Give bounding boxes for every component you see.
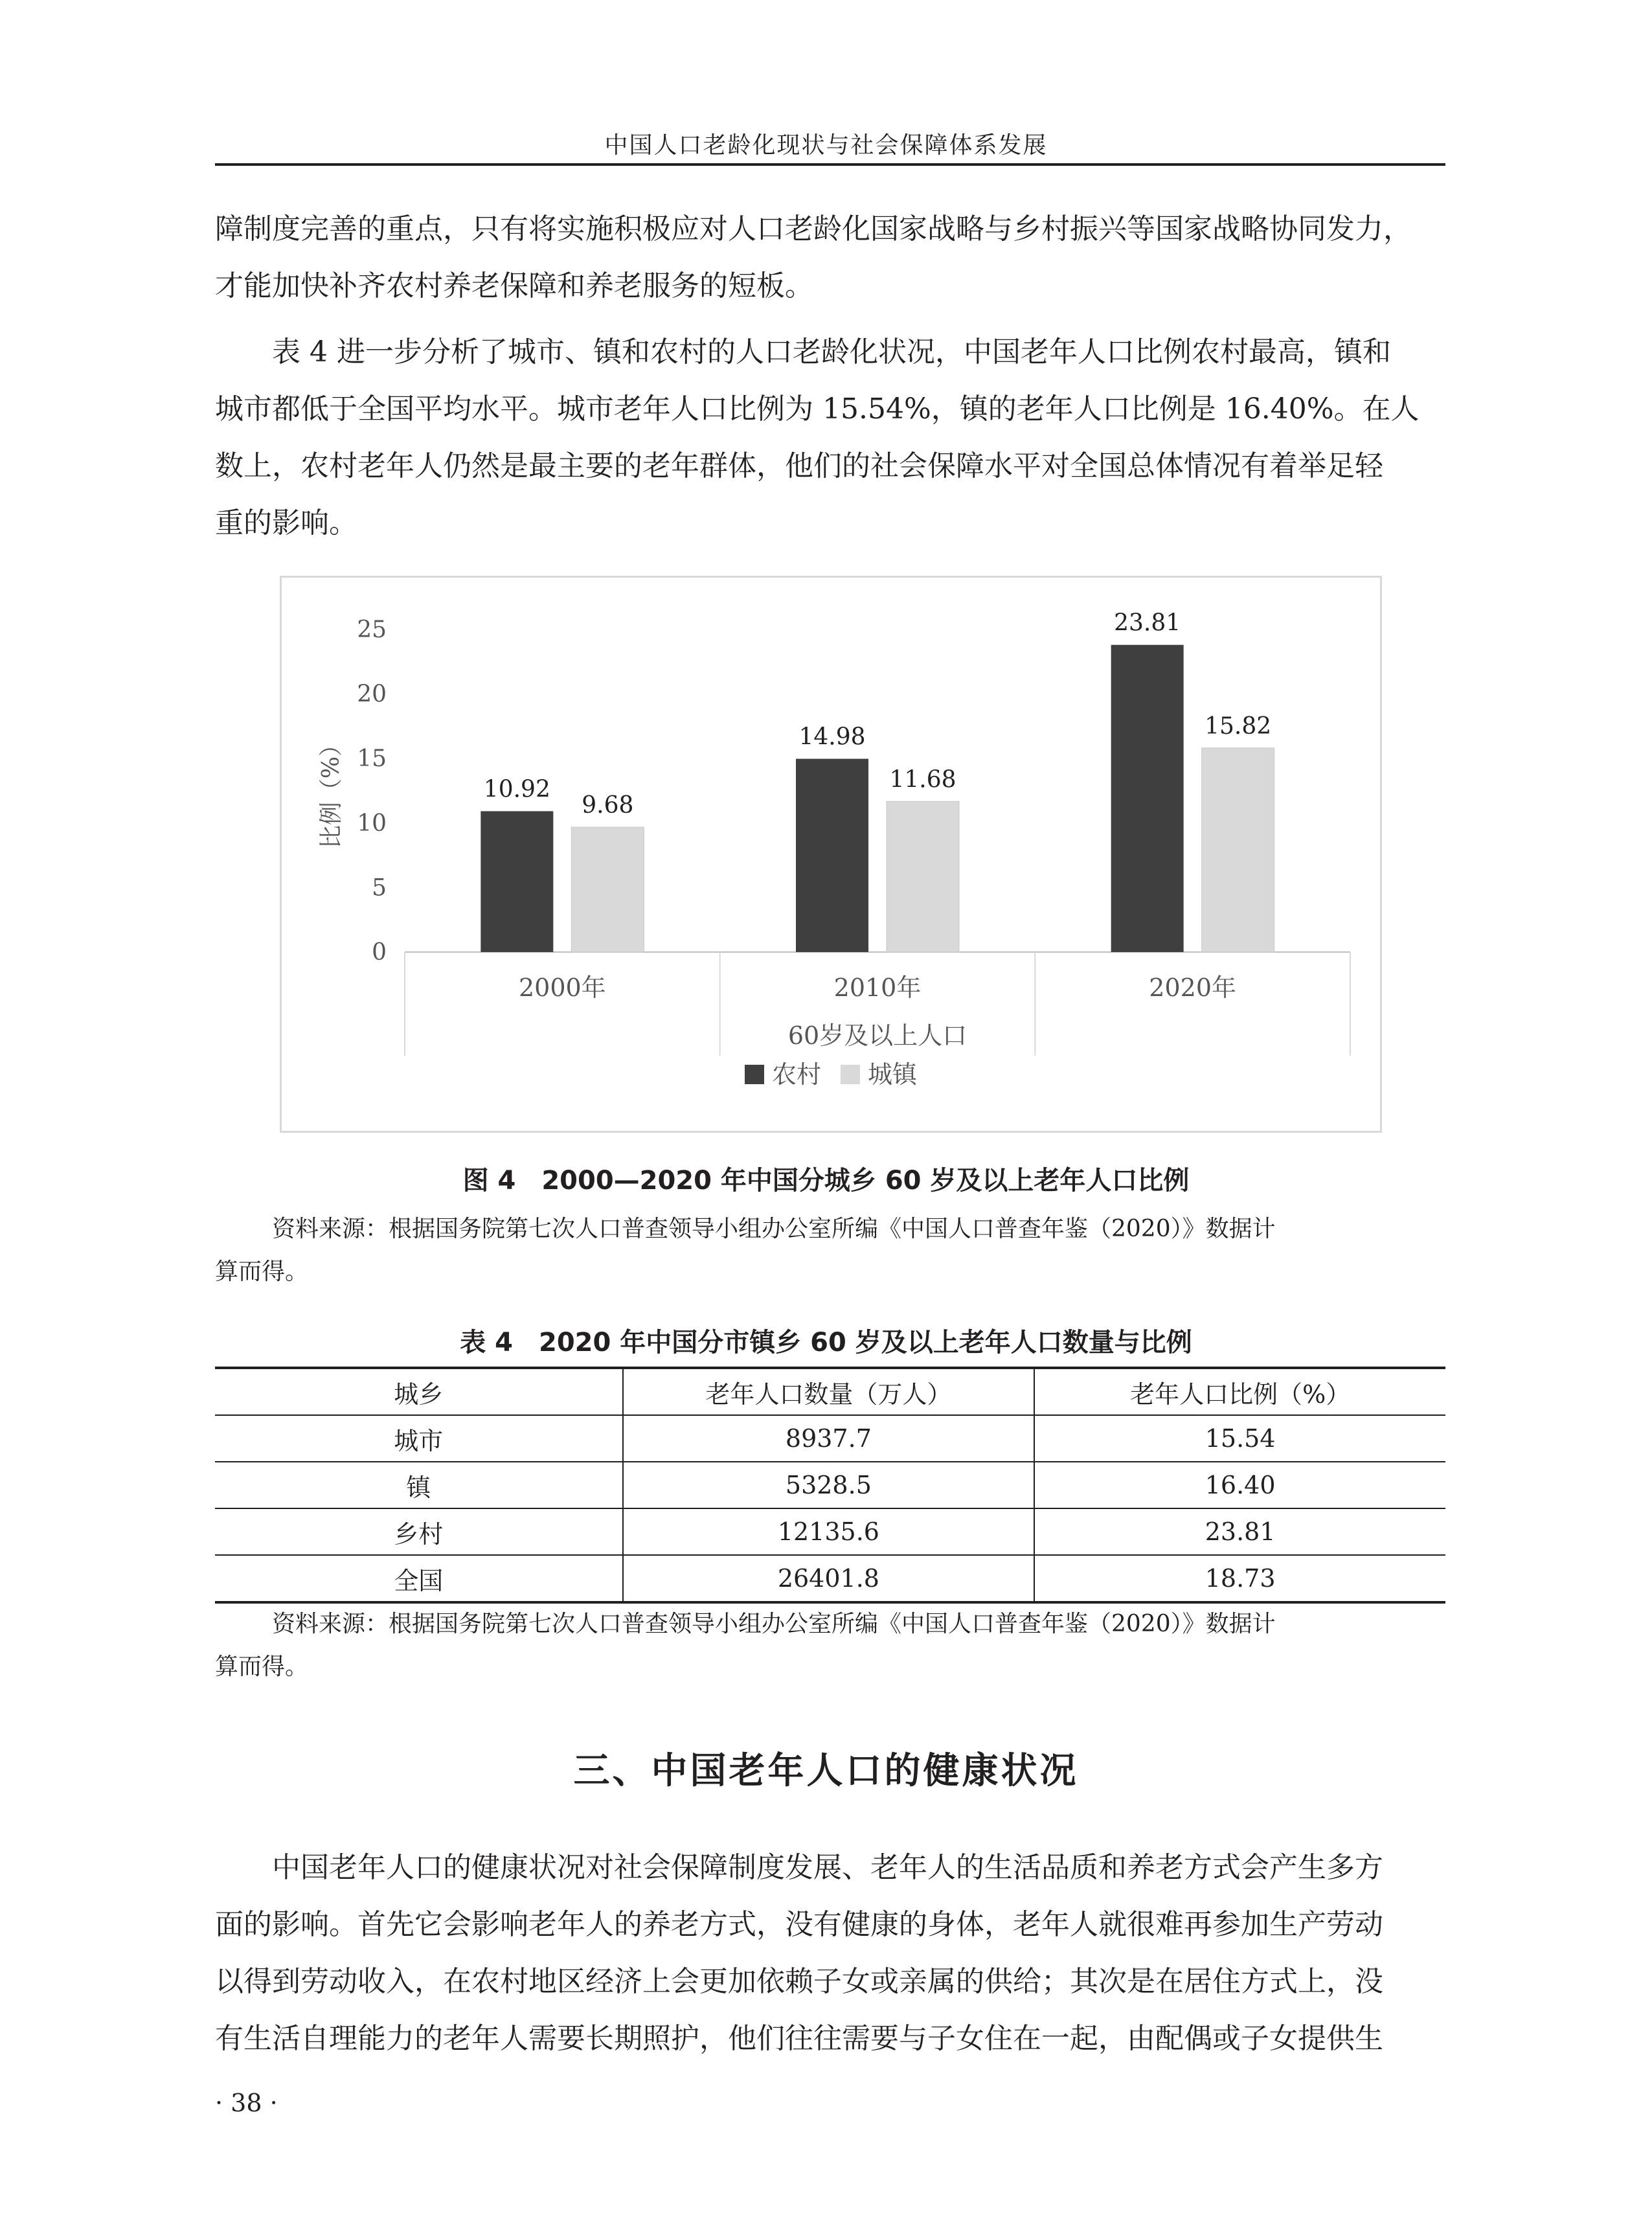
- table-cell: 15.54: [1034, 1415, 1445, 1462]
- table-cell: 8937.7: [623, 1415, 1035, 1462]
- bar-urban: [1202, 748, 1274, 952]
- legend-label: 农村: [772, 1060, 822, 1089]
- bar-value-label: 10.92: [483, 776, 550, 803]
- paragraph-line: 城市都低于全国平均水平。城市老年人口比例为 15.54%，镇的老年人口比例是 16.40%。在人: [215, 392, 1420, 426]
- source-line: 资料来源：根据国务院第七次人口普查领导小组办公室所编《中国人口普查年鉴（2020）》数据计: [272, 1611, 1276, 1637]
- table-cell: 18.73: [1034, 1555, 1445, 1602]
- x-axis-label: 60岁及以上人口: [787, 1021, 967, 1050]
- source-line: 算而得。: [215, 1258, 309, 1285]
- table-cell: 16.40: [1034, 1462, 1445, 1508]
- table-cell: 乡村: [215, 1508, 623, 1555]
- chart-frame: [280, 576, 1382, 1133]
- bar-value-label: 11.68: [889, 766, 956, 793]
- bar-urban: [571, 827, 644, 952]
- x-tick-label: 2000年: [518, 973, 606, 1002]
- y-tick-label: 10: [357, 810, 387, 837]
- y-tick-label: 15: [357, 745, 387, 773]
- paragraph-1: [215, 201, 1445, 315]
- table-row: [215, 1462, 1445, 1508]
- bar-value-label: 23.81: [1114, 609, 1181, 637]
- y-tick-label: 20: [357, 681, 387, 708]
- table-title: 表 4 2020 年中国分市镇乡 60 岁及以上老年人口数量与比例: [460, 1328, 1192, 1357]
- paragraph-line: 障制度完善的重点，只有将实施积极应对人口老龄化国家战略与乡村振兴等国家战略协同发力，: [215, 212, 1412, 245]
- source-line: 算而得。: [215, 1653, 309, 1680]
- table-cell: 5328.5: [623, 1462, 1035, 1508]
- table-cell: 12135.6: [623, 1508, 1035, 1555]
- source-line: 资料来源：根据国务院第七次人口普查领导小组办公室所编《中国人口普查年鉴（2020）》数据计: [272, 1216, 1276, 1242]
- table-cell: 城市: [215, 1415, 623, 1462]
- table-source: [215, 1603, 1445, 1688]
- legend-label: 城镇: [868, 1060, 918, 1089]
- paragraph-line: 面的影响。首先它会影响老年人的养老方式，没有健康的身体，老年人就很难再参加生产劳动: [215, 1908, 1383, 1941]
- paragraph-line: 重的影响。: [215, 506, 357, 539]
- paragraph-line: 才能加快补齐农村养老保障和养老服务的短板。: [215, 269, 813, 302]
- table-header-cell: 城乡: [215, 1368, 623, 1415]
- y-tick-label: 0: [372, 939, 387, 966]
- table-cell: 镇: [215, 1462, 623, 1508]
- bar-value-label: 15.82: [1205, 712, 1272, 740]
- legend-swatch: [841, 1065, 860, 1084]
- y-axis-label: 比例（%）: [318, 733, 345, 849]
- legend-swatch: [745, 1065, 764, 1084]
- header-rule: [215, 163, 1445, 166]
- paragraph-line: 表 4 进一步分析了城市、镇和农村的人口老龄化状况，中国老年人口比例农村最高，镇和: [272, 335, 1391, 369]
- section-heading: 三、中国老年人口的健康状况: [573, 1749, 1079, 1792]
- paragraph-3: [215, 1839, 1445, 2067]
- running-header: 中国人口老龄化现状与社会保障体系发展: [604, 132, 1048, 159]
- paragraph-2: [215, 324, 1445, 552]
- x-tick-label: 2020年: [1149, 973, 1237, 1002]
- bar-value-label: 9.68: [582, 792, 634, 819]
- bar-rural: [796, 759, 868, 952]
- data-table: [215, 1367, 1445, 1604]
- bar-value-label: 14.98: [798, 723, 866, 751]
- bar-urban: [887, 801, 959, 952]
- y-tick-label: 5: [372, 874, 387, 902]
- bar-rural: [1111, 645, 1184, 952]
- table-header-cell: 老年人口数量（万人）: [623, 1368, 1035, 1415]
- paragraph-line: 有生活自理能力的老年人需要长期照护，他们往往需要与子女住在一起，由配偶或子女提供生: [215, 2022, 1383, 2055]
- figure-caption: 图 4 2000—2020 年中国分城乡 60 岁及以上老年人口比例: [462, 1166, 1190, 1196]
- x-tick-label: 2010年: [833, 973, 922, 1002]
- bar-rural: [481, 811, 553, 952]
- bar-chart: [282, 578, 1384, 1135]
- table-cell: 全国: [215, 1555, 623, 1602]
- page-number: · 38 ·: [215, 2089, 278, 2117]
- table-cell: 26401.8: [623, 1555, 1035, 1602]
- figure-source: [215, 1208, 1445, 1293]
- table-row: [215, 1415, 1445, 1462]
- table-header-row: [215, 1368, 1445, 1415]
- paragraph-line: 数上，农村老年人仍然是最主要的老年群体，他们的社会保障水平对全国总体情况有着举足轻: [215, 449, 1383, 483]
- table-cell: 23.81: [1034, 1508, 1445, 1555]
- table-row: [215, 1555, 1445, 1602]
- table-header-cell: 老年人口比例（%）: [1034, 1368, 1445, 1415]
- paragraph-line: 中国老年人口的健康状况对社会保障制度发展、老年人的生活品质和养老方式会产生多方: [272, 1851, 1383, 1884]
- table-row: [215, 1508, 1445, 1555]
- y-tick-label: 25: [357, 617, 387, 643]
- paragraph-line: 以得到劳动收入，在农村地区经济上会更加依赖子女或亲属的供给；其次是在居住方式上，没: [215, 1965, 1383, 1998]
